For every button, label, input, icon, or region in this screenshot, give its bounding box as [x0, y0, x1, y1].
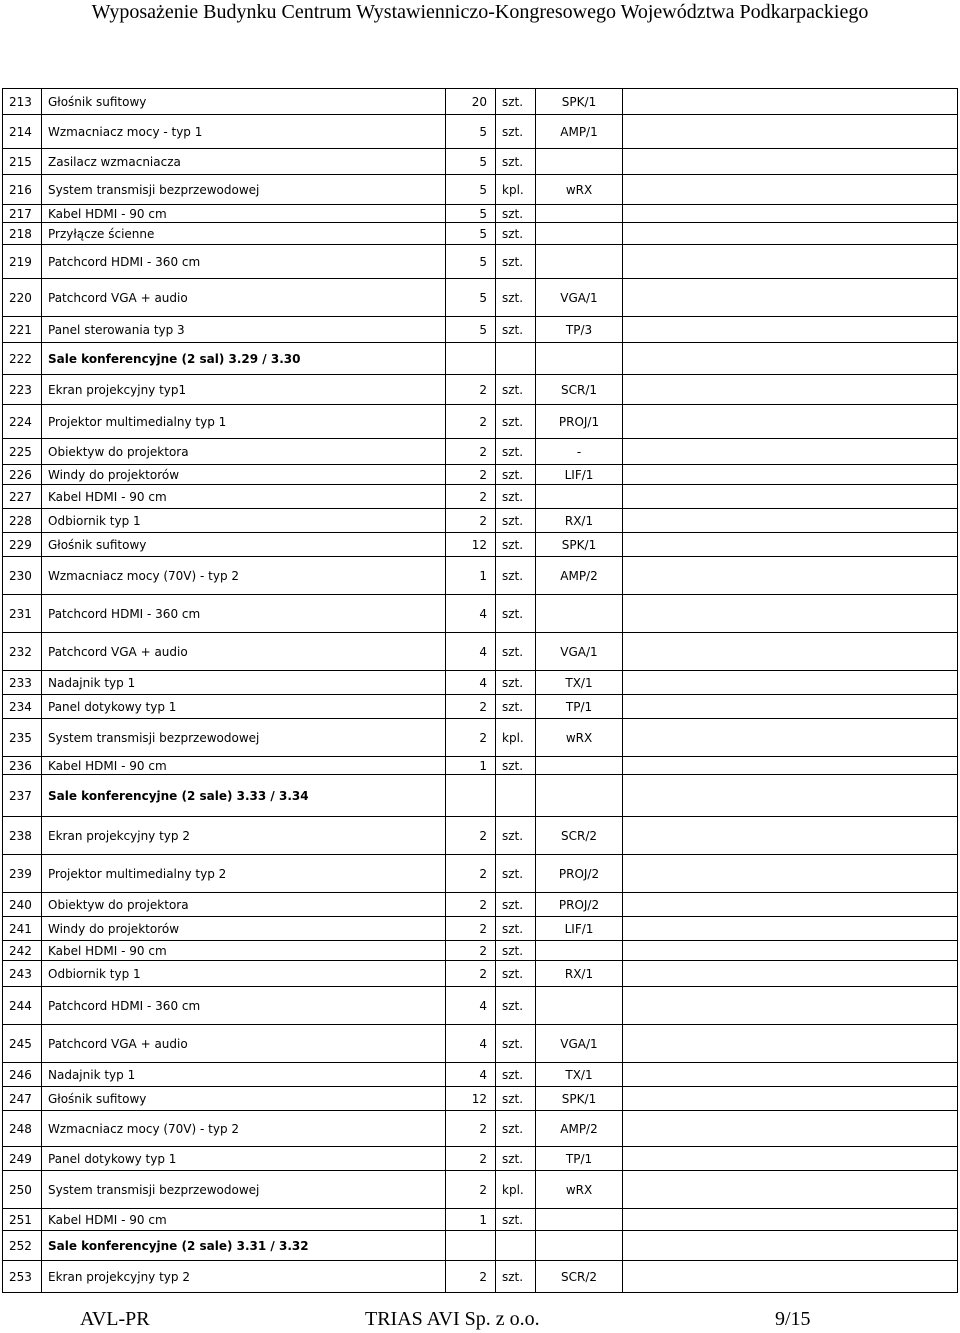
table-row — [3, 1261, 958, 1293]
row-number: 217 — [3, 205, 42, 223]
item-unit: szt. — [496, 557, 536, 595]
item-code — [536, 775, 623, 817]
row-number: 233 — [3, 671, 42, 695]
blank-cell — [623, 1209, 958, 1231]
row-number: 215 — [3, 149, 42, 175]
blank-cell — [623, 941, 958, 961]
item-unit — [496, 775, 536, 817]
row-number: 214 — [3, 115, 42, 149]
item-unit: szt. — [496, 1087, 536, 1111]
item-code: - — [536, 439, 623, 465]
item-code — [536, 245, 623, 279]
row-number: 222 — [3, 343, 42, 375]
blank-cell — [623, 509, 958, 533]
row-number: 247 — [3, 1087, 42, 1111]
table-row — [3, 557, 958, 595]
blank-cell — [623, 115, 958, 149]
item-name: Wzmacniacz mocy (70V) - typ 2 — [42, 557, 446, 595]
item-name: Sale konferencyjne (2 sal) 3.29 / 3.30 — [42, 343, 446, 375]
blank-cell — [623, 719, 958, 757]
table-row — [3, 1147, 958, 1171]
table-row — [3, 719, 958, 757]
item-code: TP/1 — [536, 1147, 623, 1171]
item-unit: szt. — [496, 1209, 536, 1231]
item-code: SCR/2 — [536, 1261, 623, 1293]
item-code: wRX — [536, 719, 623, 757]
table-row — [3, 317, 958, 343]
item-name: Odbiornik typ 1 — [42, 509, 446, 533]
item-name: Ekran projekcyjny typ 2 — [42, 817, 446, 855]
table-body — [3, 89, 958, 1293]
item-name: Obiektyw do projektora — [42, 439, 446, 465]
row-number: 227 — [3, 485, 42, 509]
item-name: System transmisji bezprzewodowej — [42, 719, 446, 757]
table-row — [3, 205, 958, 223]
table-row — [3, 509, 958, 533]
item-unit: szt. — [496, 115, 536, 149]
item-quantity: 2 — [446, 1171, 496, 1209]
table-row — [3, 149, 958, 175]
blank-cell — [623, 671, 958, 695]
item-unit — [496, 343, 536, 375]
row-number: 228 — [3, 509, 42, 533]
item-name: System transmisji bezprzewodowej — [42, 175, 446, 205]
item-quantity: 5 — [446, 205, 496, 223]
item-unit: szt. — [496, 757, 536, 775]
item-name: Obiektyw do projektora — [42, 893, 446, 917]
table-row — [3, 893, 958, 917]
item-unit: szt. — [496, 317, 536, 343]
item-quantity: 4 — [446, 987, 496, 1025]
item-quantity: 5 — [446, 279, 496, 317]
item-quantity: 2 — [446, 961, 496, 987]
item-unit: szt. — [496, 89, 536, 115]
item-unit: szt. — [496, 509, 536, 533]
row-number: 226 — [3, 465, 42, 485]
item-quantity: 12 — [446, 533, 496, 557]
row-number: 249 — [3, 1147, 42, 1171]
item-code — [536, 1209, 623, 1231]
blank-cell — [623, 1111, 958, 1147]
table-row — [3, 855, 958, 893]
section-row — [3, 1231, 958, 1261]
table-row — [3, 961, 958, 987]
blank-cell — [623, 465, 958, 485]
item-code: AMP/2 — [536, 557, 623, 595]
row-number: 225 — [3, 439, 42, 465]
blank-cell — [623, 279, 958, 317]
item-unit: szt. — [496, 279, 536, 317]
blank-cell — [623, 533, 958, 557]
table-row — [3, 89, 958, 115]
item-name: Głośnik sufitowy — [42, 1087, 446, 1111]
item-unit: szt. — [496, 375, 536, 405]
item-name: Głośnik sufitowy — [42, 533, 446, 557]
item-quantity: 2 — [446, 817, 496, 855]
row-number: 213 — [3, 89, 42, 115]
item-name: Wzmacniacz mocy (70V) - typ 2 — [42, 1111, 446, 1147]
item-name: Patchcord VGA + audio — [42, 1025, 446, 1063]
blank-cell — [623, 205, 958, 223]
item-quantity: 12 — [446, 1087, 496, 1111]
item-code: LIF/1 — [536, 917, 623, 941]
item-quantity: 2 — [446, 465, 496, 485]
item-name: Kabel HDMI - 90 cm — [42, 757, 446, 775]
row-number: 252 — [3, 1231, 42, 1261]
blank-cell — [623, 557, 958, 595]
blank-cell — [623, 245, 958, 279]
blank-cell — [623, 223, 958, 245]
row-number: 251 — [3, 1209, 42, 1231]
blank-cell — [623, 1025, 958, 1063]
item-name: Nadajnik typ 1 — [42, 671, 446, 695]
blank-cell — [623, 695, 958, 719]
equipment-table — [2, 88, 958, 1293]
item-code — [536, 223, 623, 245]
blank-cell — [623, 175, 958, 205]
item-code — [536, 149, 623, 175]
item-unit: szt. — [496, 1261, 536, 1293]
item-quantity: 5 — [446, 175, 496, 205]
item-name: Panel sterowania typ 3 — [42, 317, 446, 343]
item-name: System transmisji bezprzewodowej — [42, 1171, 446, 1209]
item-code: TP/3 — [536, 317, 623, 343]
row-number: 224 — [3, 405, 42, 439]
item-quantity — [446, 1231, 496, 1261]
item-quantity: 5 — [446, 317, 496, 343]
blank-cell — [623, 775, 958, 817]
row-number: 219 — [3, 245, 42, 279]
item-code: SPK/1 — [536, 533, 623, 557]
item-unit: szt. — [496, 941, 536, 961]
item-unit: szt. — [496, 817, 536, 855]
item-quantity: 2 — [446, 1147, 496, 1171]
item-unit: szt. — [496, 1111, 536, 1147]
item-quantity: 1 — [446, 557, 496, 595]
blank-cell — [623, 405, 958, 439]
row-number: 216 — [3, 175, 42, 205]
row-number: 246 — [3, 1063, 42, 1087]
blank-cell — [623, 757, 958, 775]
footer-document-code: AVL-PR — [80, 1308, 150, 1330]
row-number: 218 — [3, 223, 42, 245]
table-row — [3, 115, 958, 149]
item-name: Ekran projekcyjny typ1 — [42, 375, 446, 405]
blank-cell — [623, 149, 958, 175]
item-code: AMP/1 — [536, 115, 623, 149]
item-unit: kpl. — [496, 1171, 536, 1209]
table-row — [3, 671, 958, 695]
item-code — [536, 485, 623, 509]
page-header — [0, 0, 960, 30]
item-quantity: 5 — [446, 223, 496, 245]
blank-cell — [623, 375, 958, 405]
item-quantity: 2 — [446, 1111, 496, 1147]
item-code — [536, 757, 623, 775]
item-quantity: 4 — [446, 595, 496, 633]
table-row — [3, 533, 958, 557]
item-name: Zasilacz wzmacniacza — [42, 149, 446, 175]
item-unit: szt. — [496, 1025, 536, 1063]
item-quantity: 4 — [446, 1025, 496, 1063]
blank-cell — [623, 317, 958, 343]
item-quantity — [446, 775, 496, 817]
blank-cell — [623, 855, 958, 893]
row-number: 237 — [3, 775, 42, 817]
item-quantity: 2 — [446, 509, 496, 533]
table-row — [3, 279, 958, 317]
item-name: Kabel HDMI - 90 cm — [42, 205, 446, 223]
item-name: Głośnik sufitowy — [42, 89, 446, 115]
item-quantity: 2 — [446, 893, 496, 917]
table-row — [3, 595, 958, 633]
item-code — [536, 941, 623, 961]
row-number: 241 — [3, 917, 42, 941]
table-row — [3, 695, 958, 719]
item-unit: szt. — [496, 485, 536, 509]
item-name: Patchcord HDMI - 360 cm — [42, 595, 446, 633]
item-unit: szt. — [496, 149, 536, 175]
blank-cell — [623, 987, 958, 1025]
item-code — [536, 595, 623, 633]
item-quantity: 4 — [446, 633, 496, 671]
item-quantity: 2 — [446, 917, 496, 941]
item-unit: kpl. — [496, 175, 536, 205]
item-unit: szt. — [496, 961, 536, 987]
item-unit: szt. — [496, 633, 536, 671]
item-code: TP/1 — [536, 695, 623, 719]
blank-cell — [623, 1261, 958, 1293]
item-name: Patchcord VGA + audio — [42, 633, 446, 671]
item-code: SPK/1 — [536, 1087, 623, 1111]
item-quantity: 2 — [446, 719, 496, 757]
row-number: 243 — [3, 961, 42, 987]
blank-cell — [623, 595, 958, 633]
item-quantity: 2 — [446, 855, 496, 893]
row-number: 238 — [3, 817, 42, 855]
item-unit: szt. — [496, 205, 536, 223]
item-unit: szt. — [496, 465, 536, 485]
row-number: 248 — [3, 1111, 42, 1147]
blank-cell — [623, 485, 958, 509]
item-name: Patchcord VGA + audio — [42, 279, 446, 317]
item-unit: szt. — [496, 595, 536, 633]
blank-cell — [623, 917, 958, 941]
item-quantity: 5 — [446, 245, 496, 279]
item-name: Panel dotykowy typ 1 — [42, 695, 446, 719]
footer-page-number: 9/15 — [775, 1308, 811, 1330]
item-code: RX/1 — [536, 961, 623, 987]
item-quantity: 4 — [446, 671, 496, 695]
table-row — [3, 1087, 958, 1111]
item-quantity: 2 — [446, 941, 496, 961]
blank-cell — [623, 817, 958, 855]
item-code: PROJ/2 — [536, 855, 623, 893]
item-quantity: 4 — [446, 1063, 496, 1087]
table-row — [3, 1209, 958, 1231]
item-code: LIF/1 — [536, 465, 623, 485]
section-row — [3, 343, 958, 375]
item-quantity: 2 — [446, 439, 496, 465]
item-name: Windy do projektorów — [42, 465, 446, 485]
row-number: 221 — [3, 317, 42, 343]
blank-cell — [623, 1147, 958, 1171]
item-code: PROJ/1 — [536, 405, 623, 439]
item-code: wRX — [536, 175, 623, 205]
table-row — [3, 817, 958, 855]
blank-cell — [623, 1087, 958, 1111]
item-unit: szt. — [496, 855, 536, 893]
table-row — [3, 245, 958, 279]
item-quantity: 2 — [446, 1261, 496, 1293]
item-unit: szt. — [496, 987, 536, 1025]
item-code — [536, 987, 623, 1025]
row-number: 240 — [3, 893, 42, 917]
item-code: VGA/1 — [536, 279, 623, 317]
item-code: TX/1 — [536, 1063, 623, 1087]
table-row — [3, 465, 958, 485]
row-number: 223 — [3, 375, 42, 405]
item-unit: szt. — [496, 917, 536, 941]
item-code — [536, 205, 623, 223]
item-name: Projektor multimedialny typ 2 — [42, 855, 446, 893]
table-row — [3, 633, 958, 671]
item-code: SCR/2 — [536, 817, 623, 855]
row-number: 253 — [3, 1261, 42, 1293]
blank-cell — [623, 343, 958, 375]
table-row — [3, 941, 958, 961]
item-quantity: 2 — [446, 405, 496, 439]
blank-cell — [623, 89, 958, 115]
item-code — [536, 343, 623, 375]
item-code: TX/1 — [536, 671, 623, 695]
item-name: Projektor multimedialny typ 1 — [42, 405, 446, 439]
item-unit: szt. — [496, 893, 536, 917]
table-row — [3, 1171, 958, 1209]
footer-company: TRIAS AVI Sp. z o.o. — [365, 1308, 540, 1330]
item-name: Kabel HDMI - 90 cm — [42, 1209, 446, 1231]
page-title: Wyposażenie Budynku Centrum Wystawienniczo-Kongresowego Województwa Podkarpackiego — [91, 1, 869, 23]
item-code — [536, 1231, 623, 1261]
row-number: 244 — [3, 987, 42, 1025]
table-row — [3, 375, 958, 405]
item-code: SCR/1 — [536, 375, 623, 405]
table-row — [3, 987, 958, 1025]
table-row — [3, 223, 958, 245]
item-code: RX/1 — [536, 509, 623, 533]
blank-cell — [623, 1231, 958, 1261]
row-number: 236 — [3, 757, 42, 775]
table-row — [3, 175, 958, 205]
item-unit — [496, 1231, 536, 1261]
item-quantity: 1 — [446, 1209, 496, 1231]
row-number: 230 — [3, 557, 42, 595]
item-name: Panel dotykowy typ 1 — [42, 1147, 446, 1171]
item-quantity: 20 — [446, 89, 496, 115]
item-code: AMP/2 — [536, 1111, 623, 1147]
item-code: VGA/1 — [536, 1025, 623, 1063]
item-code: wRX — [536, 1171, 623, 1209]
blank-cell — [623, 439, 958, 465]
table-row — [3, 917, 958, 941]
row-number: 239 — [3, 855, 42, 893]
item-name: Patchcord HDMI - 360 cm — [42, 245, 446, 279]
row-number: 231 — [3, 595, 42, 633]
section-row — [3, 775, 958, 817]
item-name: Sale konferencyjne (2 sale) 3.31 / 3.32 — [42, 1231, 446, 1261]
item-unit: szt. — [496, 1063, 536, 1087]
item-name: Kabel HDMI - 90 cm — [42, 941, 446, 961]
row-number: 245 — [3, 1025, 42, 1063]
table-row — [3, 439, 958, 465]
blank-cell — [623, 633, 958, 671]
blank-cell — [623, 1063, 958, 1087]
item-name: Przyłącze ścienne — [42, 223, 446, 245]
row-number: 242 — [3, 941, 42, 961]
table-row — [3, 405, 958, 439]
row-number: 220 — [3, 279, 42, 317]
page-footer — [0, 1306, 960, 1332]
item-unit: szt. — [496, 405, 536, 439]
table-row — [3, 1111, 958, 1147]
item-unit: szt. — [496, 245, 536, 279]
blank-cell — [623, 893, 958, 917]
item-name: Windy do projektorów — [42, 917, 446, 941]
row-number: 235 — [3, 719, 42, 757]
row-number: 232 — [3, 633, 42, 671]
item-quantity: 2 — [446, 695, 496, 719]
item-quantity: 5 — [446, 149, 496, 175]
item-quantity: 2 — [446, 485, 496, 509]
item-code: VGA/1 — [536, 633, 623, 671]
item-name: Nadajnik typ 1 — [42, 1063, 446, 1087]
item-code: SPK/1 — [536, 89, 623, 115]
item-name: Wzmacniacz mocy - typ 1 — [42, 115, 446, 149]
item-code: PROJ/2 — [536, 893, 623, 917]
item-unit: szt. — [496, 223, 536, 245]
table-row — [3, 1025, 958, 1063]
item-unit: szt. — [496, 671, 536, 695]
item-unit: szt. — [496, 439, 536, 465]
blank-cell — [623, 1171, 958, 1209]
item-unit: szt. — [496, 1147, 536, 1171]
row-number: 250 — [3, 1171, 42, 1209]
item-quantity: 1 — [446, 757, 496, 775]
item-name: Ekran projekcyjny typ 2 — [42, 1261, 446, 1293]
table-row — [3, 1063, 958, 1087]
item-name: Sale konferencyjne (2 sale) 3.33 / 3.34 — [42, 775, 446, 817]
item-name: Odbiornik typ 1 — [42, 961, 446, 987]
item-quantity — [446, 343, 496, 375]
item-unit: szt. — [496, 533, 536, 557]
row-number: 234 — [3, 695, 42, 719]
blank-cell — [623, 961, 958, 987]
row-number: 229 — [3, 533, 42, 557]
item-unit: szt. — [496, 695, 536, 719]
item-name: Patchcord HDMI - 360 cm — [42, 987, 446, 1025]
item-unit: kpl. — [496, 719, 536, 757]
table-row — [3, 485, 958, 509]
item-quantity: 5 — [446, 115, 496, 149]
item-name: Kabel HDMI - 90 cm — [42, 485, 446, 509]
item-quantity: 2 — [446, 375, 496, 405]
table-row — [3, 757, 958, 775]
